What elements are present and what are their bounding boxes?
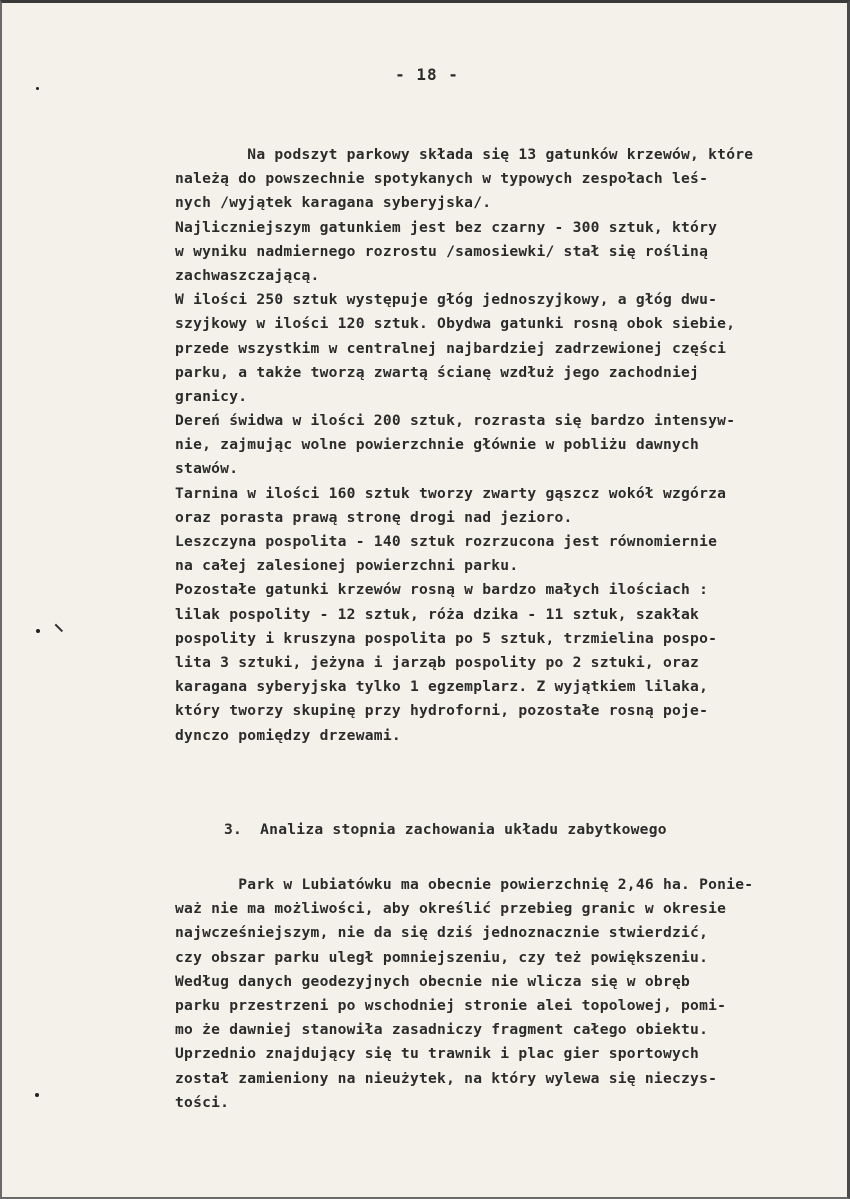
text-line: należą do powszechnie spotykanych w typowych zespołach leś- <box>175 170 709 188</box>
text-line: parku przestrzeni po wschodniej stronie alei topolowej, pomi- <box>175 996 727 1014</box>
scan-speck <box>35 1093 39 1097</box>
text-line: przede wszystkim w centralnej najbardziej zadrzewionej części <box>175 339 727 357</box>
section-heading: 3. Analiza stopnia zachowania układu zabytkowego <box>224 821 667 838</box>
text-line: waż nie ma możliwości, aby określić przebieg granic w okresie <box>175 900 727 918</box>
text-line: lita 3 sztuki, jeżyna i jarząb pospolity po 2 sztuki, oraz <box>175 653 700 671</box>
paragraph-shrubs <box>175 143 835 748</box>
text-line: lilak pospolity - 12 sztuk, róża dzika - 11 sztuk, szakłak <box>175 605 700 623</box>
text-line: pospolity i kruszyna pospolita po 5 sztuk, trzmielina pospo- <box>175 629 718 647</box>
text-line: W ilości 250 sztuk występuje głóg jednoszyjkowy, a głóg dwu- <box>175 291 718 309</box>
text-line: szyjkowy w ilości 120 sztuk. Obydwa gatunki rosną obok siebie, <box>175 315 736 333</box>
text-line: zachwaszczającą. <box>175 266 320 284</box>
scan-speck <box>36 87 39 90</box>
text-line: najwcześniejszym, nie da się dziś jednoznacznie stwierdzić, <box>175 924 709 942</box>
text-line: Dereń świdwa w ilości 200 sztuk, rozrasta się bardzo intensyw- <box>175 412 736 430</box>
text-line: został zamieniony na nieużytek, na który wylewa się nieczys- <box>175 1069 718 1087</box>
text-line: parku, a także tworzą zwartą ścianę wzdłuż jego zachodniej <box>175 363 700 381</box>
page-number: - 18 - <box>395 65 459 84</box>
text-line: Według danych geodezyjnych obecnie nie wlicza się w obręb <box>175 972 691 990</box>
text-line: granicy. <box>175 387 248 405</box>
text-line: Pozostałe gatunki krzewów rosną w bardzo małych ilościach : <box>175 581 709 599</box>
text-line: dynczo pomiędzy drzewami. <box>175 726 401 744</box>
text-line: Najliczniejszym gatunkiem jest bez czarny - 300 sztuk, który <box>175 218 718 236</box>
text-line: nych /wyjątek karagana syberyjska/. <box>175 194 492 212</box>
text-line: Park w Lubiatówku ma obecnie powierzchnię 2,46 ha. Ponie- <box>175 876 754 893</box>
text-line: na całej zalesionej powierzchni parku. <box>175 557 519 575</box>
text-line: Na podszyt parkowy składa się 13 gatunków krzewów, które <box>175 146 754 163</box>
text-line: nie, zajmując wolne powierzchnie głównie w pobliżu dawnych <box>175 436 700 454</box>
text-line: czy obszar parku uległ pomniejszeniu, czy też powiększeniu. <box>175 948 709 966</box>
text-line: tości. <box>175 1093 230 1111</box>
text-line: w wyniku nadmiernego rozrostu /samosiewki/ stał się rośliną <box>175 242 709 260</box>
text-line: oraz porasta prawą stronę drogi nad jezioro. <box>175 508 573 526</box>
text-line: Uprzednio znajdujący się tu trawnik i plac gier sportowych <box>175 1045 700 1063</box>
paragraph-park-area <box>175 873 835 1115</box>
text-line: mo że dawniej stanowiła zasadniczy fragment całego obiektu. <box>175 1021 709 1039</box>
text-line: Tarnina w ilości 160 sztuk tworzy zwarty gąszcz wokół wzgórza <box>175 484 727 502</box>
text-line: Leszczyna pospolita - 140 sztuk rozrzucona jest równomiernie <box>175 533 718 550</box>
scan-speck <box>36 629 40 633</box>
scan-tick <box>55 624 63 632</box>
text-line: stawów. <box>175 460 239 478</box>
text-line: karagana syberyjska tylko 1 egzemplarz. Z wyjątkiem lilaka, <box>175 678 709 696</box>
text-line: który tworzy skupinę przy hydroforni, pozostałe rosną poje- <box>175 702 709 720</box>
